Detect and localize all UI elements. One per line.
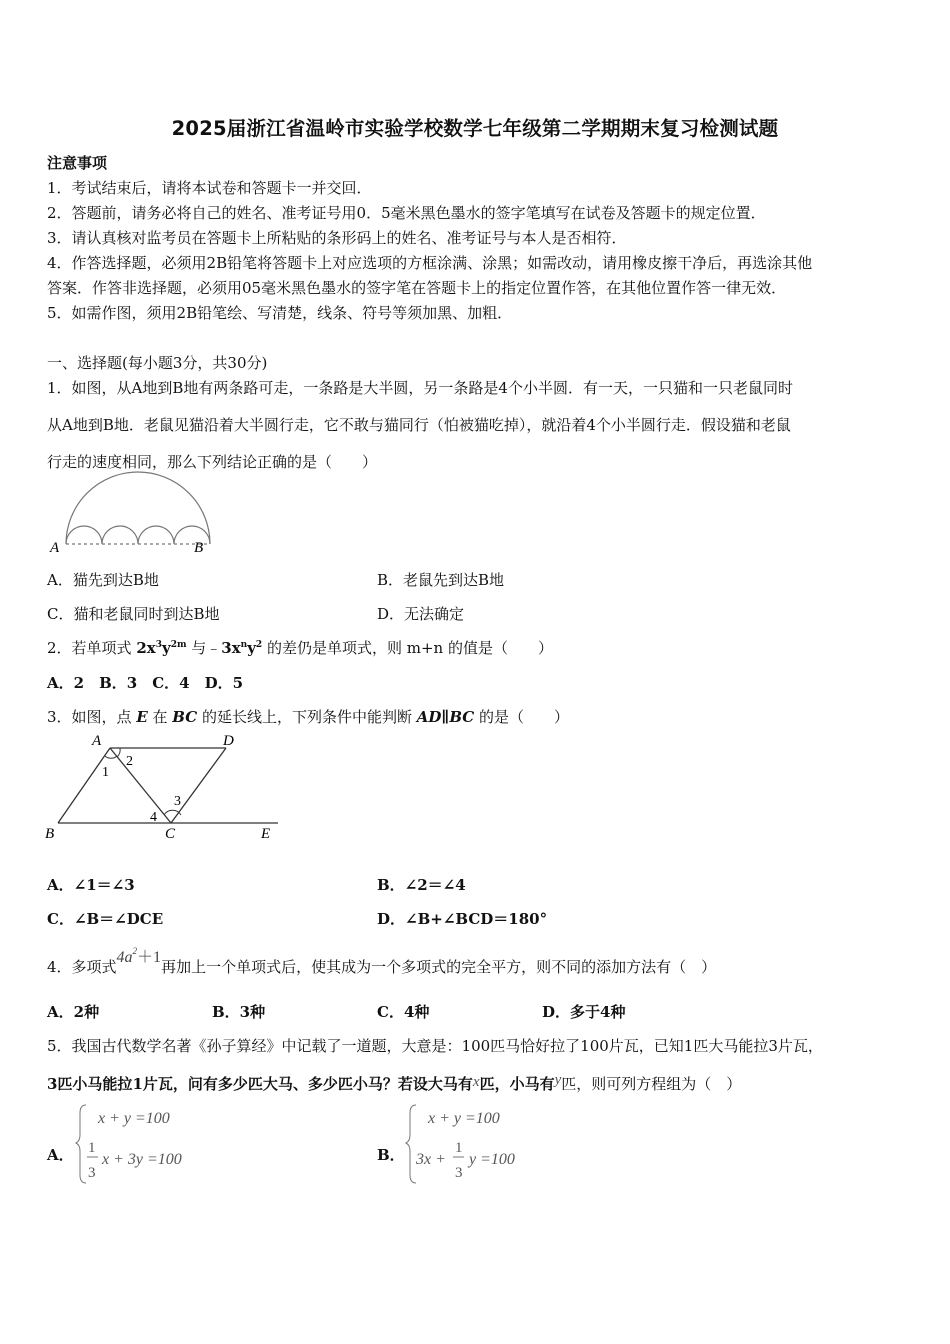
question-1-line: 行走的速度相同，那么下列结论正确的是（ ） xyxy=(47,453,378,471)
q2-term1: 2x xyxy=(136,639,156,657)
fig-angle-4: 4 xyxy=(150,810,157,825)
q5-option-b-label[interactable]: B． xyxy=(377,1146,405,1164)
fig-label-a: A xyxy=(92,733,102,749)
q1-semicircle-figure xyxy=(46,478,216,558)
q1-option-a[interactable]: A．猫先到达B地 xyxy=(47,571,159,589)
notice-item: 1．考试结束后，请将本试卷和答题卡一并交回． xyxy=(47,179,372,197)
fig-angle-2: 2 xyxy=(126,754,133,769)
q3-parallelogram-figure xyxy=(44,731,284,846)
q3-option-a[interactable]: A．∠1＝∠3 xyxy=(47,876,135,894)
q2-exp1: 3 xyxy=(155,640,162,650)
question-1-line: 1．如图，从A地到B地有两条路可走，一条路是大半圆，另一条路是4个小半圆．有一天，一只猫和一只老鼠同时 xyxy=(47,379,793,397)
fig-label-b: B xyxy=(194,540,204,556)
q3-option-d[interactable]: D．∠B+∠BCD＝180° xyxy=(377,910,548,928)
q4-option-d[interactable]: D．多于4种 xyxy=(542,1003,626,1021)
section-heading: 一、选择题(每小题3分，共30分) xyxy=(47,354,268,372)
fig-label-b: B xyxy=(45,826,55,842)
q1-option-c[interactable]: C．猫和老鼠同时到达B地 xyxy=(47,605,220,623)
q3-stem-c: 的延长线上，下列条件中能判断 xyxy=(197,708,417,726)
eq-b2-tail: y =100 xyxy=(469,1151,515,1168)
q3-stem-a: 3．如图，点 xyxy=(47,708,137,726)
q5-option-a-label[interactable]: A． xyxy=(47,1146,74,1164)
q3-stem-b: 在 xyxy=(147,708,173,726)
question-5-line xyxy=(47,1073,741,1094)
fig-label-d: D xyxy=(223,733,234,749)
q2-prefix: 2．若单项式 xyxy=(47,639,137,657)
q2-suffix: 的差仍是单项式，则 m+n 的值是（ ） xyxy=(262,639,553,657)
q5-option-a-system xyxy=(76,1103,216,1185)
q2-mid: 与﹣ xyxy=(186,639,222,657)
fig-label-a: A xyxy=(50,540,60,556)
q1-option-d[interactable]: D．无法确定 xyxy=(377,605,465,623)
notice-item: 答案．作答非选择题，必须用05毫米黑色墨水的签字笔在答题卡上的指定位置作答，在其他位置作答一律无效． xyxy=(47,279,787,297)
question-2-stem xyxy=(47,637,553,658)
eq-a2-num: 1 xyxy=(88,1140,96,1156)
question-5-line: 5．我国古代数学名著《孙子算经》中记载了一道题，大意是：100匹马恰好拉了100片瓦，已知1匹大马能拉3片瓦， xyxy=(47,1037,823,1055)
q3-option-b[interactable]: B．∠2＝∠4 xyxy=(377,876,466,894)
q2-exp2b: 2 xyxy=(255,640,263,650)
q5-line2b: 匹，小马有 xyxy=(479,1075,555,1093)
notice-item: 4．作答选择题，必须用2B铅笔将答题卡上对应选项的方框涂满、涂黑；如需改动，请用橡皮擦干净后，再选涂其他 xyxy=(47,254,813,272)
q2-term1b: y xyxy=(161,639,171,657)
q4-poly-a: 4a xyxy=(116,949,133,966)
fig-label-e: E xyxy=(261,826,271,842)
q5-var-y: y xyxy=(554,1072,562,1088)
q4-option-c[interactable]: C．4种 xyxy=(377,1003,430,1021)
eq-a1: x + y =100 xyxy=(98,1110,170,1127)
q2-exp1b: 2m xyxy=(170,640,187,650)
page-title: 2025届浙江省温岭市实验学校数学七年级第二学期期末复习检测试题 xyxy=(171,117,779,140)
q5-var-x: x xyxy=(472,1074,480,1090)
q4-prefix: 4．多项式 xyxy=(47,958,117,976)
notice-item: 3．请认真核对监考员在答题卡上所粘贴的条形码上的姓名、准考证号与本人是否相符． xyxy=(47,229,627,247)
eq-a2-den: 3 xyxy=(88,1165,96,1181)
q4-poly-b: ＋1 xyxy=(137,949,162,966)
notice-item: 2．答题前，请务必将自己的姓名、准考证号用0．5毫米黑色墨水的签字笔填写在试卷及答题卡的规定位置． xyxy=(47,204,766,222)
eq-b2-den: 3 xyxy=(455,1165,463,1181)
q5-line2a: 3匹小马能拉1片瓦，问有多少匹大马、多少匹小马？若设大马有 xyxy=(47,1075,473,1093)
q2-exp2: n xyxy=(240,640,248,650)
q4-option-a[interactable]: A．2种 xyxy=(47,1003,100,1021)
q4-option-b[interactable]: B．3种 xyxy=(212,1003,266,1021)
fig-label-c: C xyxy=(165,826,176,842)
q2-term2: 3x xyxy=(221,639,241,657)
q5-line2c: 匹，则可列方程组为（ ） xyxy=(561,1075,742,1093)
eq-b2-num: 1 xyxy=(455,1140,463,1156)
q3-point-e: E xyxy=(136,708,148,726)
q4-suffix: 再加上一个单项式后，使其成为一个多项式的完全平方，则不同的添加方法有（ ） xyxy=(161,958,717,976)
question-1-line: 从A地到B地．老鼠见猫沿着大半圆行走，它不敢与猫同行（怕被猫吃掉），就沿着4个小半圆行走．假设猫和老鼠 xyxy=(47,416,791,434)
notice-item: 5．如需作图，须用2B铅笔绘、写清楚，线条、符号等须加黑、加粗． xyxy=(47,304,513,322)
q1-option-b[interactable]: B．老鼠先到达B地 xyxy=(377,571,505,589)
q3-option-c[interactable]: C．∠B＝∠DCE xyxy=(47,910,164,928)
q2-term2b: y xyxy=(247,639,256,657)
q3-stem-d: 的是（ ） xyxy=(474,708,570,726)
q3-seg-bc: BC xyxy=(172,708,198,726)
eq-a2: x + 3y =100 xyxy=(102,1151,182,1168)
question-3-stem xyxy=(47,706,569,727)
question-4-stem xyxy=(47,946,717,977)
fig-angle-1: 1 xyxy=(102,765,109,780)
q2-options[interactable]: A．2 B．3 C．4 D．5 xyxy=(47,674,244,692)
q4-poly-exp: 2 xyxy=(132,946,138,956)
fig-angle-3: 3 xyxy=(174,794,181,809)
q3-parallel: AD∥BC xyxy=(416,708,475,726)
notice-heading: 注意事项 xyxy=(47,154,108,172)
q5-option-b-system xyxy=(406,1103,556,1185)
eq-b2-lead: 3x + xyxy=(416,1151,446,1168)
eq-b1: x + y =100 xyxy=(428,1110,500,1127)
